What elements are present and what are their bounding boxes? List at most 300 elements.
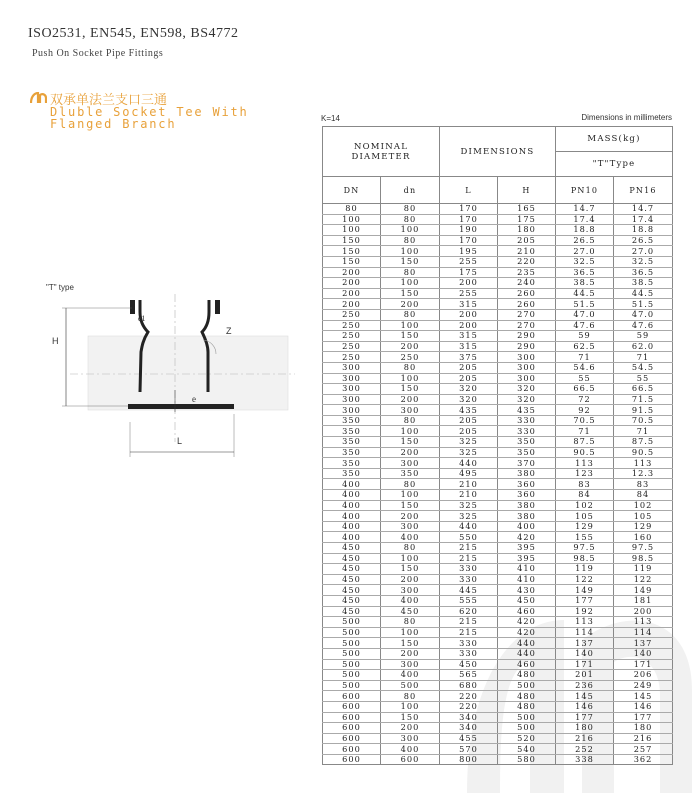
cell-pn16: 51.5: [614, 299, 673, 310]
cell-dn-branch: 100: [381, 701, 440, 712]
cell-h: 480: [498, 670, 556, 681]
cell-h: 410: [498, 564, 556, 575]
table-row: [323, 415, 673, 426]
cell-dn-branch: 150: [381, 256, 440, 267]
cell-pn10: 177: [556, 595, 614, 606]
cell-h: 220: [498, 256, 556, 267]
cell-l: 330: [440, 564, 498, 575]
header-dn-lower: dn: [381, 177, 440, 204]
cell-dn: 350: [323, 437, 381, 448]
cell-h: 520: [498, 733, 556, 744]
cell-dn-branch: 100: [381, 627, 440, 638]
cell-dn-branch: 150: [381, 437, 440, 448]
cell-pn10: 36.5: [556, 267, 614, 278]
cell-l: 190: [440, 225, 498, 236]
cell-dn: 250: [323, 352, 381, 363]
cell-h: 300: [498, 352, 556, 363]
cell-dn-branch: 100: [381, 426, 440, 437]
cell-dn-branch: 200: [381, 511, 440, 522]
cell-dn: 600: [323, 733, 381, 744]
cell-dn-branch: 500: [381, 680, 440, 691]
table-row: [323, 617, 673, 628]
cell-dn: 400: [323, 479, 381, 490]
product-title-en-line1: Dluble Socket Tee With: [50, 105, 249, 119]
cell-pn16: 55: [614, 373, 673, 384]
cell-pn10: 71: [556, 426, 614, 437]
cell-dn-branch: 300: [381, 659, 440, 670]
cell-dn-branch: 150: [381, 331, 440, 342]
table-row: [323, 532, 673, 543]
cell-dn-branch: 150: [381, 564, 440, 575]
cell-h: 435: [498, 405, 556, 416]
cell-dn-branch: 300: [381, 521, 440, 532]
table-row: [323, 733, 673, 744]
cell-h: 410: [498, 574, 556, 585]
table-row: [323, 362, 673, 373]
cell-dn: 350: [323, 426, 381, 437]
cell-h: 540: [498, 744, 556, 755]
cell-l: 220: [440, 701, 498, 712]
header-h: H: [498, 177, 556, 204]
main-pipe-wall: [128, 404, 234, 409]
cell-pn10: 47.0: [556, 309, 614, 320]
cell-h: 300: [498, 362, 556, 373]
cell-l: 680: [440, 680, 498, 691]
cell-pn16: 17.4: [614, 214, 673, 225]
cell-pn10: 252: [556, 744, 614, 755]
header-nominal-diameter: NOMINAL DIAMETER: [323, 127, 440, 177]
cell-l: 205: [440, 373, 498, 384]
cell-l: 255: [440, 256, 498, 267]
cell-l: 325: [440, 500, 498, 511]
cell-h: 395: [498, 553, 556, 564]
cell-dn-branch: 350: [381, 468, 440, 479]
cell-l: 325: [440, 447, 498, 458]
table-row: [323, 394, 673, 405]
table-row: [323, 278, 673, 289]
cell-h: 420: [498, 627, 556, 638]
k-class-label: K=14: [321, 114, 340, 123]
cell-dn-branch: 400: [381, 532, 440, 543]
cell-dn: 600: [323, 744, 381, 755]
product-title-cn: 双承单法兰支口三通: [50, 93, 168, 108]
cell-h: 270: [498, 309, 556, 320]
cell-pn10: 92: [556, 405, 614, 416]
cell-l: 440: [440, 521, 498, 532]
cell-l: 340: [440, 723, 498, 734]
cell-pn16: 362: [614, 754, 673, 765]
cell-dn-branch: 80: [381, 543, 440, 554]
cell-dn-branch: 80: [381, 479, 440, 490]
cell-pn16: 113: [614, 617, 673, 628]
cell-dn: 450: [323, 543, 381, 554]
cell-h: 260: [498, 299, 556, 310]
cell-h: 360: [498, 479, 556, 490]
cell-h: 380: [498, 511, 556, 522]
cell-pn16: 249: [614, 680, 673, 691]
cell-pn16: 70.5: [614, 415, 673, 426]
cell-pn16: 18.8: [614, 225, 673, 236]
table-row: [323, 595, 673, 606]
cell-h: 205: [498, 235, 556, 246]
cell-dn-branch: 100: [381, 490, 440, 501]
cell-dn: 500: [323, 627, 381, 638]
cell-pn10: 14.7: [556, 204, 614, 215]
cell-dn: 450: [323, 553, 381, 564]
table-row: [323, 468, 673, 479]
cell-h: 450: [498, 595, 556, 606]
table-row: [323, 638, 673, 649]
cell-pn10: 72: [556, 394, 614, 405]
cell-dn: 600: [323, 712, 381, 723]
cell-pn16: 91.5: [614, 405, 673, 416]
cell-h: 350: [498, 447, 556, 458]
cell-pn10: 171: [556, 659, 614, 670]
table-row: [323, 701, 673, 712]
cell-dn: 400: [323, 521, 381, 532]
cell-pn16: 26.5: [614, 235, 673, 246]
header-pn10: PN10: [556, 177, 614, 204]
table-row: [323, 553, 673, 564]
table-row: [323, 426, 673, 437]
dimension-label-e1: e1: [138, 314, 146, 323]
cell-dn: 200: [323, 278, 381, 289]
cell-pn10: 18.8: [556, 225, 614, 236]
table-row: [323, 564, 673, 575]
cell-l: 330: [440, 648, 498, 659]
cell-dn: 500: [323, 638, 381, 649]
cell-h: 395: [498, 543, 556, 554]
cell-dn-branch: 300: [381, 585, 440, 596]
cell-l: 330: [440, 574, 498, 585]
cell-h: 460: [498, 606, 556, 617]
table-row: [323, 691, 673, 702]
cell-pn16: 14.7: [614, 204, 673, 215]
cell-dn-branch: 200: [381, 723, 440, 734]
cell-pn10: 71: [556, 352, 614, 363]
cell-pn10: 54.6: [556, 362, 614, 373]
cell-h: 320: [498, 394, 556, 405]
cell-l: 320: [440, 384, 498, 395]
product-title-en: [50, 106, 249, 130]
brand-logo-icon: [30, 92, 47, 104]
cell-dn-branch: 80: [381, 267, 440, 278]
cell-pn10: 149: [556, 585, 614, 596]
header-dimensions: DIMENSIONS: [440, 127, 556, 177]
table-row: [323, 754, 673, 765]
cell-dn: 80: [323, 204, 381, 215]
cell-pn16: 47.6: [614, 320, 673, 331]
cell-pn16: 59: [614, 331, 673, 342]
cell-pn10: 145: [556, 691, 614, 702]
cell-dn-branch: 200: [381, 574, 440, 585]
cell-l: 315: [440, 341, 498, 352]
cell-l: 435: [440, 405, 498, 416]
cell-pn16: 171: [614, 659, 673, 670]
cell-dn: 400: [323, 532, 381, 543]
table-row: [323, 288, 673, 299]
cell-dn-branch: 80: [381, 214, 440, 225]
cell-dn: 250: [323, 331, 381, 342]
table-row: [323, 214, 673, 225]
cell-pn16: 181: [614, 595, 673, 606]
table-row: [323, 574, 673, 585]
table-row: [323, 606, 673, 617]
cell-h: 290: [498, 341, 556, 352]
cell-h: 380: [498, 468, 556, 479]
cell-dn: 600: [323, 723, 381, 734]
cell-dn-branch: 100: [381, 373, 440, 384]
cell-h: 260: [498, 288, 556, 299]
cell-h: 330: [498, 415, 556, 426]
cell-pn10: 83: [556, 479, 614, 490]
cell-h: 500: [498, 723, 556, 734]
cell-pn10: 47.6: [556, 320, 614, 331]
cell-h: 420: [498, 617, 556, 628]
cell-l: 215: [440, 553, 498, 564]
diagram-type-label: "T" type: [46, 283, 74, 292]
cell-dn-branch: 150: [381, 638, 440, 649]
cell-pn16: 105: [614, 511, 673, 522]
cell-dn: 450: [323, 564, 381, 575]
header-mass: MASS(kg): [556, 127, 673, 152]
cell-pn16: 119: [614, 564, 673, 575]
table-row: [323, 723, 673, 734]
cell-pn16: 160: [614, 532, 673, 543]
table-row: [323, 405, 673, 416]
cell-l: 440: [440, 458, 498, 469]
cell-dn: 450: [323, 595, 381, 606]
cell-dn: 200: [323, 288, 381, 299]
cell-h: 360: [498, 490, 556, 501]
cell-dn: 500: [323, 648, 381, 659]
cell-dn: 250: [323, 341, 381, 352]
cell-l: 215: [440, 617, 498, 628]
table-row: [323, 437, 673, 448]
product-category-subtitle: Push On Socket Pipe Fittings: [32, 48, 164, 59]
cell-pn10: 122: [556, 574, 614, 585]
cell-dn-branch: 300: [381, 405, 440, 416]
cell-h: 420: [498, 532, 556, 543]
table-row: [323, 256, 673, 267]
cell-pn10: 97.5: [556, 543, 614, 554]
cell-pn16: 113: [614, 458, 673, 469]
cell-dn-branch: 200: [381, 299, 440, 310]
cell-l: 455: [440, 733, 498, 744]
cell-dn: 150: [323, 246, 381, 257]
cell-dn: 450: [323, 574, 381, 585]
cell-dn-branch: 80: [381, 617, 440, 628]
product-title-en-line2: Flanged Branch: [50, 117, 177, 131]
cell-h: 440: [498, 648, 556, 659]
cell-pn16: 129: [614, 521, 673, 532]
cell-pn16: 206: [614, 670, 673, 681]
table-row: [323, 521, 673, 532]
table-row: [323, 267, 673, 278]
cell-pn10: 155: [556, 532, 614, 543]
cell-l: 170: [440, 214, 498, 225]
cell-h: 480: [498, 691, 556, 702]
cell-dn: 300: [323, 384, 381, 395]
cell-dn-branch: 200: [381, 447, 440, 458]
cell-pn16: 84: [614, 490, 673, 501]
cell-h: 180: [498, 225, 556, 236]
cell-dn: 300: [323, 362, 381, 373]
cell-dn: 200: [323, 299, 381, 310]
table-row: [323, 479, 673, 490]
cell-dn: 350: [323, 415, 381, 426]
flange-left: [130, 300, 135, 314]
header-dn-upper: DN: [323, 177, 381, 204]
cell-pn16: 66.5: [614, 384, 673, 395]
cell-dn-branch: 200: [381, 341, 440, 352]
cell-dn: 300: [323, 373, 381, 384]
cell-l: 215: [440, 543, 498, 554]
cell-pn10: 129: [556, 521, 614, 532]
table-row: [323, 341, 673, 352]
cell-pn16: 98.5: [614, 553, 673, 564]
cell-pn16: 140: [614, 648, 673, 659]
table-row: [323, 373, 673, 384]
cell-pn10: 70.5: [556, 415, 614, 426]
cell-l: 340: [440, 712, 498, 723]
cell-pn10: 338: [556, 754, 614, 765]
cell-dn: 300: [323, 394, 381, 405]
cell-l: 200: [440, 320, 498, 331]
cell-l: 210: [440, 490, 498, 501]
cell-dn-branch: 150: [381, 712, 440, 723]
cell-pn16: 180: [614, 723, 673, 734]
cell-dn-branch: 100: [381, 320, 440, 331]
cell-pn10: 55: [556, 373, 614, 384]
table-row: [323, 447, 673, 458]
cell-pn16: 137: [614, 638, 673, 649]
table-row: [323, 235, 673, 246]
cell-dn-branch: 400: [381, 670, 440, 681]
table-row: [323, 384, 673, 395]
cell-dn-branch: 300: [381, 458, 440, 469]
cell-dn: 600: [323, 701, 381, 712]
cell-l: 170: [440, 204, 498, 215]
cell-h: 370: [498, 458, 556, 469]
cell-l: 330: [440, 638, 498, 649]
cell-pn16: 44.5: [614, 288, 673, 299]
cell-l: 550: [440, 532, 498, 543]
cell-l: 205: [440, 426, 498, 437]
cell-dn: 400: [323, 490, 381, 501]
cell-dn: 400: [323, 500, 381, 511]
table-row: [323, 511, 673, 522]
table-row: [323, 320, 673, 331]
table-row: [323, 225, 673, 236]
cell-dn-branch: 80: [381, 691, 440, 702]
cell-l: 255: [440, 288, 498, 299]
cell-dn-branch: 400: [381, 595, 440, 606]
cell-l: 200: [440, 309, 498, 320]
cell-pn10: 114: [556, 627, 614, 638]
cell-pn10: 201: [556, 670, 614, 681]
cell-h: 165: [498, 204, 556, 215]
cell-pn16: 71.5: [614, 394, 673, 405]
table-row: [323, 744, 673, 755]
table-row: [323, 712, 673, 723]
table-row: [323, 458, 673, 469]
cell-pn16: 32.5: [614, 256, 673, 267]
cell-l: 325: [440, 511, 498, 522]
cell-pn10: 140: [556, 648, 614, 659]
cell-pn10: 236: [556, 680, 614, 691]
cell-pn16: 257: [614, 744, 673, 755]
dimension-label-z: Z: [226, 326, 232, 336]
header-type: "T"Type: [556, 152, 673, 177]
cell-pn16: 145: [614, 691, 673, 702]
cell-dn-branch: 80: [381, 415, 440, 426]
cell-h: 240: [498, 278, 556, 289]
cell-pn10: 17.4: [556, 214, 614, 225]
cell-pn16: 71: [614, 352, 673, 363]
cell-dn: 450: [323, 606, 381, 617]
cell-h: 290: [498, 331, 556, 342]
cell-pn10: 102: [556, 500, 614, 511]
cell-h: 500: [498, 680, 556, 691]
cell-l: 620: [440, 606, 498, 617]
cell-dn: 100: [323, 225, 381, 236]
header-pn16: PN16: [614, 177, 673, 204]
cell-dn: 500: [323, 617, 381, 628]
cell-pn16: 90.5: [614, 447, 673, 458]
cell-dn: 350: [323, 468, 381, 479]
cell-h: 580: [498, 754, 556, 765]
cell-dn-branch: 150: [381, 384, 440, 395]
cell-pn16: 146: [614, 701, 673, 712]
cell-h: 400: [498, 521, 556, 532]
cell-dn-branch: 250: [381, 352, 440, 363]
table-body: [323, 204, 673, 765]
dimensions-table: [322, 126, 673, 765]
cell-l: 170: [440, 235, 498, 246]
cell-pn10: 59: [556, 331, 614, 342]
cell-pn16: 200: [614, 606, 673, 617]
cell-pn10: 98.5: [556, 553, 614, 564]
cell-h: 430: [498, 585, 556, 596]
cell-pn16: 27.0: [614, 246, 673, 257]
cell-dn-branch: 100: [381, 225, 440, 236]
cell-h: 440: [498, 638, 556, 649]
table-row: [323, 543, 673, 554]
cell-pn10: 38.5: [556, 278, 614, 289]
main-pipe-body: [88, 336, 288, 410]
cell-dn-branch: 80: [381, 235, 440, 246]
cell-pn10: 216: [556, 733, 614, 744]
cell-dn-branch: 300: [381, 733, 440, 744]
cell-l: 375: [440, 352, 498, 363]
cell-pn16: 62.0: [614, 341, 673, 352]
cell-l: 205: [440, 415, 498, 426]
cell-pn10: 44.5: [556, 288, 614, 299]
cell-dn-branch: 600: [381, 754, 440, 765]
cell-h: 175: [498, 214, 556, 225]
cell-dn: 500: [323, 670, 381, 681]
cell-pn10: 119: [556, 564, 614, 575]
cell-pn10: 87.5: [556, 437, 614, 448]
flange-right: [215, 300, 220, 314]
cell-l: 570: [440, 744, 498, 755]
cell-pn10: 180: [556, 723, 614, 734]
cell-l: 315: [440, 331, 498, 342]
cell-pn16: 177: [614, 712, 673, 723]
cell-dn-branch: 80: [381, 362, 440, 373]
table-row: [323, 204, 673, 215]
